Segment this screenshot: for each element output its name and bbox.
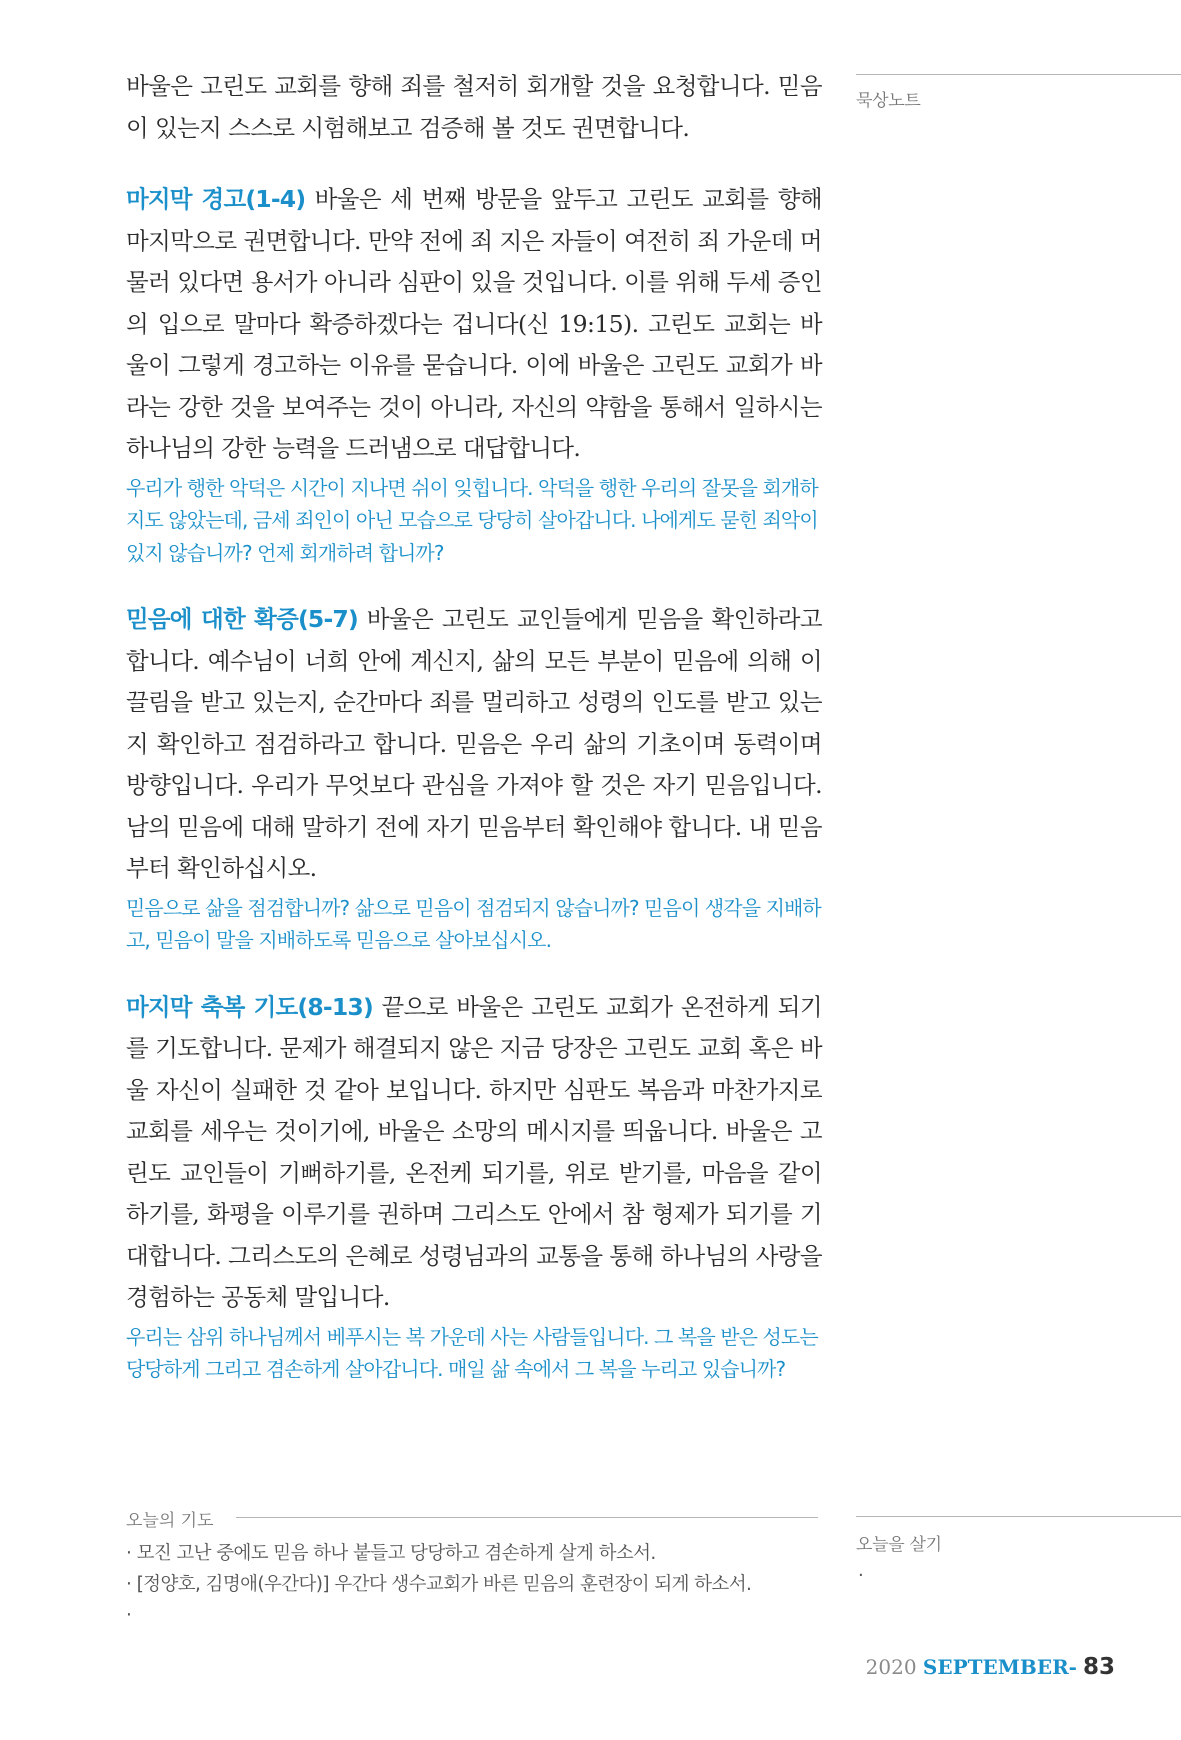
footer-month: SEPTEMBER-: [922, 1655, 1077, 1679]
section-2-body: 바울은 고린도 교인들에게 믿음을 확인하라고 합니다. 예수님이 너희 안에 계신지, 삶의 모든 부분이 믿음에 의해 이끌림을 받고 있는지, 순간마다 죄를 멀리하고 성령의 인도를 받고 있는지 확인하고 점검하라고 합니다. 믿음은 우리 삶의 기초이며 동력이며 방향입니다. 우리가 무엇보다 관심을 가져야 할 것은 자기 믿음입니다. 남의 믿음에 대해 말하기 전에 자기 믿음부터 확인해야 합니다. 내 믿음부터 확인하십시오.: [126, 605, 822, 882]
section-1-reflection: 우리가 행한 악덕은 시간이 지나면 쉬이 잊힙니다. 악덕을 행한 우리의 잘못을 회개하지도 않았는데, 금세 죄인이 아닌 모습으로 당당히 살아갑니다. 나에게도 묻힌 죄악이 있지 않습니까? 언제 회개하려 합니까?: [126, 475, 818, 565]
main-content: [126, 66, 822, 1416]
section-3-body: 끝으로 바울은 고린도 교회가 온전하게 되기를 기도합니다. 문제가 해결되지 않은 지금 당장은 고린도 교회 혹은 바울 자신이 실패한 것 같아 보입니다. 하지만 심판도 복음과 마찬가지로 교회를 세우는 것이기에, 바울은 소망의 메시지를 띄웁니다. 바울은 고린도 교인들이 기뻐하기를, 온전케 되기를, 위로 받기를, 마음을 같이 하기를, 화평을 이루기를 권하며 그리스도 안에서 참 형제가 되기를 기대합니다. 그리스도의 은혜로 성령님과의 교통을 통해 하나님의 사랑을 경험하는 공동체 말입니다.: [126, 992, 822, 1311]
living-today-label: 오늘을 살기: [856, 1535, 942, 1555]
sidebar-bottom-rule: [856, 1516, 1181, 1517]
section-3-heading: 마지막 축복 기도(8-13): [126, 992, 373, 1021]
section-3-reflection: 우리는 삼위 하나님께서 베푸시는 복 가운데 사는 사람들입니다. 그 복을 받은 성도는 당당하게 그리고 겸손하게 살아갑니다. 매일 삶 속에서 그 복을 누리고 있습니까?: [126, 1324, 818, 1381]
section-2-paragraph: [126, 599, 822, 890]
section-1-body: 바울은 세 번째 방문을 앞두고 고린도 교회를 향해 마지막으로 권면합니다. 만약 전에 죄 지은 자들이 여전히 죄 가운데 머물러 있다면 용서가 아니라 심판이 있을 것입니다. 이를 위해 두세 증인의 입으로 말마다 확증하겠다는 겁니다(신 19:15). 고린도 교회는 바울이 그렇게 경고하는 이유를 묻습니다. 이에 바울은 고린도 교회가 바라는 강한 것을 보여주는 것이 아니라, 자신의 약함을 통해서 일하시는 하나님의 강한 능력을 드러냄으로 대답합니다.: [126, 185, 822, 462]
intro-paragraph: 바울은 고린도 교회를 향해 죄를 철저히 회개할 것을 요청합니다. 믿음이 있는지 스스로 시험해보고 검증해 볼 것도 권면합니다.: [126, 72, 822, 142]
section-1-paragraph: [126, 179, 822, 470]
section-1-heading: 마지막 경고(1-4): [126, 185, 306, 213]
section-2-heading: 믿음에 대한 확증(5-7): [126, 605, 358, 633]
page-footer: [866, 1654, 1115, 1680]
prayer-list: [126, 1538, 826, 1631]
page-number: 83: [1082, 1654, 1115, 1680]
section-3-paragraph: [126, 987, 822, 1319]
section-2-reflection: 믿음으로 삶을 점검합니까? 삶으로 믿음이 점검되지 않습니까? 믿음이 생각을 지배하고, 믿음이 말을 지배하도록 믿음으로 살아보십시오.: [126, 895, 821, 952]
sidebar-top-rule: [856, 74, 1181, 75]
prayer-rule: [236, 1517, 818, 1518]
prayer-label: 오늘의 기도: [126, 1511, 214, 1531]
prayer-item: · [정양호, 김명애(우간다)] 우간다 생수교회가 바른 믿음의 훈련장이 되게 하소서.: [126, 1569, 826, 1600]
prayer-item: [126, 1600, 826, 1631]
prayer-item: · 모진 고난 중에도 믿음 하나 붙들고 당당하고 겸손하게 살게 하소서.: [126, 1538, 826, 1569]
meditation-note-label: 묵상노트: [856, 91, 921, 111]
footer-year: 2020: [865, 1655, 917, 1679]
living-today-bullet: ·: [858, 1565, 864, 1586]
